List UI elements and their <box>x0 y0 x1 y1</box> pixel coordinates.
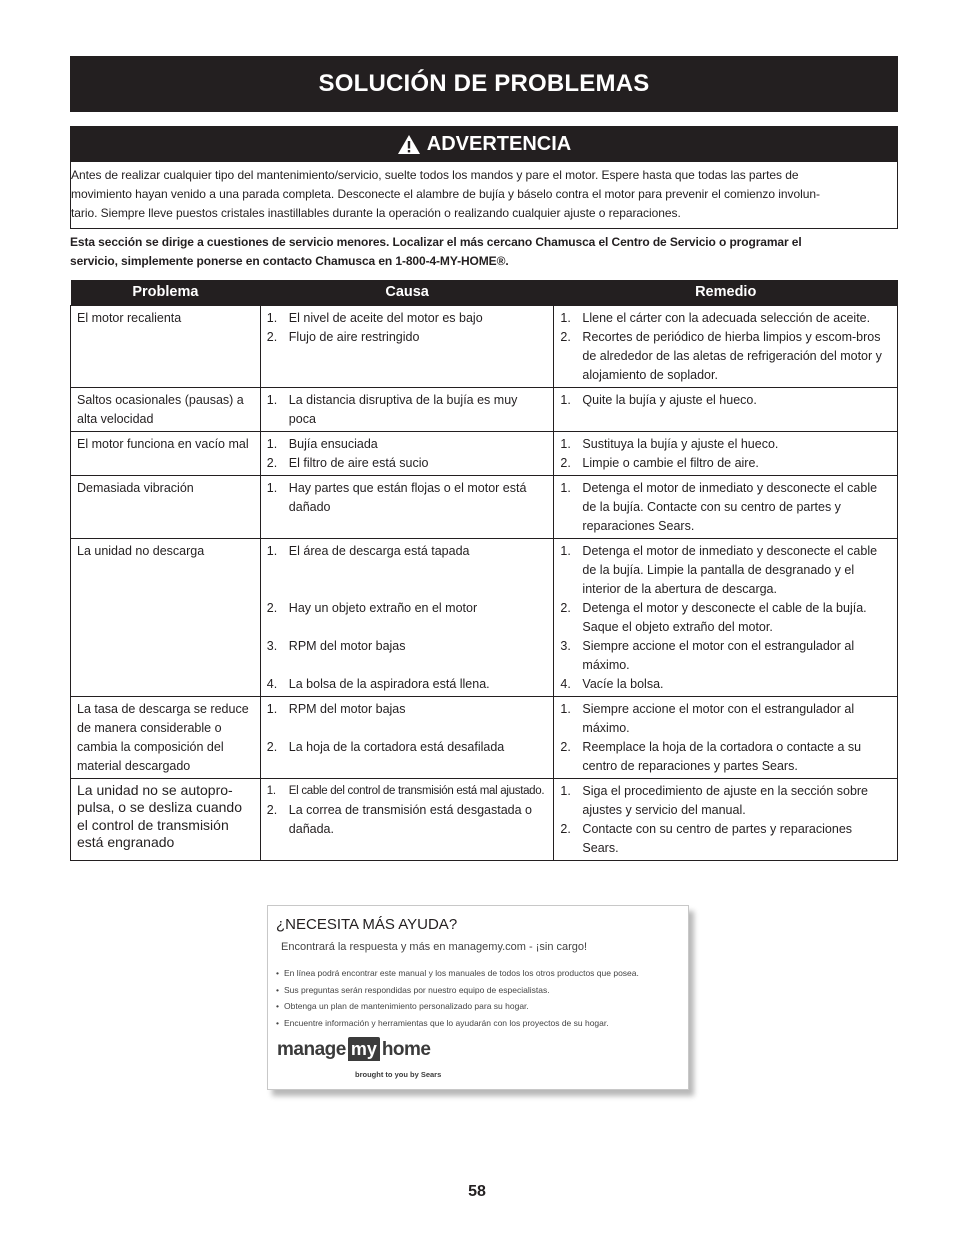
warning-box <box>70 126 898 229</box>
item-text: Limpie o cambie el filtro de aire. <box>582 455 759 470</box>
item-number: 2. <box>560 329 571 344</box>
remedy-item <box>560 700 891 738</box>
remedy-item <box>560 637 891 675</box>
item-number: 1. <box>560 436 571 451</box>
list-item <box>276 965 639 982</box>
item-number: 1. <box>266 392 278 407</box>
remedy-item <box>560 542 891 599</box>
problem-cell: La unidad no descarga <box>71 538 261 696</box>
problem-cell: La tasa de descarga se reduce de manera considerable o cambia la composición del material descargado <box>71 696 261 778</box>
item-text: La distancia disruptiva de la bujía es muy poca <box>288 392 518 426</box>
bullet-icon: • <box>276 968 279 978</box>
cause-item <box>267 675 548 694</box>
logo-tagline: brought to you by Sears <box>355 1070 442 1079</box>
item-number: 3. <box>560 638 571 653</box>
remedy-item <box>560 820 891 858</box>
table-header-row <box>71 280 898 305</box>
item-text: El nivel de aceite del motor es bajo <box>288 310 483 325</box>
item-text: RPM del motor bajas <box>288 638 406 653</box>
remedy-cell <box>554 475 898 538</box>
logo-word-manage: manage <box>277 1039 346 1060</box>
item-text: Hay un objeto extraño en el motor <box>288 600 478 615</box>
item-number: 1. <box>266 701 278 716</box>
cause-item <box>267 454 548 473</box>
item-number: 1. <box>560 310 571 325</box>
bullet-icon: • <box>276 1018 279 1029</box>
remedy-item <box>560 435 891 454</box>
remedy-item <box>560 599 891 637</box>
remedy-item <box>560 675 891 694</box>
cause-item <box>267 391 548 429</box>
cause-cell <box>260 696 554 778</box>
item-text: Flujo de aire restringido <box>288 329 420 344</box>
item-number: 2. <box>266 455 278 470</box>
warning-line: movimiento hayan venido a una parada completa. Desconecte el alambre de bujía y báselo contra el motor para prevenir el comienzo involun- <box>71 187 820 201</box>
item-number: 1. <box>560 392 571 407</box>
table-row <box>71 305 898 387</box>
warning-text <box>71 162 897 223</box>
warning-line: tario. Siempre lleve puestos cristales inastillables durante la operación o realizando cualquier ajuste o reparaciones. <box>71 206 681 220</box>
header-remedio: Remedio <box>554 280 898 305</box>
cause-item <box>267 599 548 618</box>
item-number: 1. <box>266 310 278 325</box>
cause-item <box>267 801 548 839</box>
item-number: 1. <box>266 436 278 451</box>
table-row <box>71 538 898 696</box>
remedy-cell <box>554 431 898 475</box>
item-number: 1. <box>266 784 276 797</box>
remedy-cell <box>554 778 898 860</box>
cause-cell <box>260 387 554 431</box>
cause-item <box>267 328 548 347</box>
remedy-cell <box>554 387 898 431</box>
cause-item <box>267 738 548 757</box>
item-number: 2. <box>266 739 278 754</box>
list-item-text: Obtenga un plan de mantenimiento personalizado para su hogar. <box>284 1001 529 1012</box>
troubleshooting-table <box>70 280 898 861</box>
item-number: 2. <box>560 821 571 836</box>
table-row <box>71 778 898 860</box>
item-text: Recortes de periódico de hierba limpios y escom-bros de alrededor de las aletas de refrigeración del motor y alojamiento de soplador. <box>582 329 882 382</box>
item-text: Vacíe la bolsa. <box>582 676 664 691</box>
page-title <box>70 56 898 112</box>
item-text: Reemplace la hoja de la cortadora o contacte a su centro de reparaciones y partes Sears. <box>582 739 862 773</box>
item-number: 2. <box>266 600 278 615</box>
item-text: El área de descarga está tapada <box>288 543 470 558</box>
item-text: Detenga el motor de inmediato y desconecte el cable de la bujía. Contacte con su centro de partes y reparaciones Sears. <box>582 480 878 533</box>
cause-item <box>267 637 548 656</box>
cause-cell <box>260 475 554 538</box>
problem-cell: Demasiada vibración <box>71 475 261 538</box>
help-card <box>267 905 689 1090</box>
item-number: 1. <box>266 480 278 495</box>
table-row <box>71 431 898 475</box>
item-number: 4. <box>266 676 278 691</box>
item-text: La correa de transmisión está desgastada o dañada. <box>288 802 532 836</box>
logo-word-home: home <box>381 1039 431 1060</box>
item-number: 2. <box>560 739 571 754</box>
item-text: Contacte con su centro de partes y reparaciones Sears. <box>582 821 853 855</box>
bullet-icon: • <box>276 1001 279 1012</box>
item-text: Quite la bujía y ajuste el hueco. <box>582 392 757 407</box>
list-item-text: Encuentre información y herramientas que lo ayudarán con los proyectos de su hogar. <box>284 1018 609 1029</box>
cause-cell <box>260 778 554 860</box>
list-item <box>276 1015 639 1032</box>
problem-cell: La unidad no se autopro-pulsa, o se desliza cuando el control de transmisión está engranado <box>71 778 261 860</box>
warning-heading-text: ADVERTENCIA <box>426 133 572 155</box>
list-item <box>276 982 639 999</box>
bullet-icon: • <box>276 984 279 995</box>
item-number: 2. <box>560 600 571 615</box>
item-number: 4. <box>560 676 571 691</box>
item-text: Siempre accione el motor con el estrangulador al máximo. <box>582 638 855 672</box>
item-text: Hay partes que están flojas o el motor está dañado <box>288 480 527 514</box>
warning-line: Antes de realizar cualquier tipo del mantenimiento/servicio, suelte todos los mandos y pare el motor. Espere hasta que todas las partes de <box>71 168 799 182</box>
list-item-text: En línea podrá encontrar este manual y los manuales de todos los otros productos que posea. <box>284 968 639 978</box>
list-item-text: Sus preguntas serán respondidas por nuestro equipo de especialistas. <box>284 984 550 995</box>
remedy-cell <box>554 305 898 387</box>
item-number: 3. <box>266 638 278 653</box>
help-title: ¿NECESITA MÁS AYUDA? <box>276 916 458 933</box>
warning-triangle-icon <box>397 134 421 155</box>
item-number: 1. <box>560 480 571 495</box>
item-number: 1. <box>560 701 571 716</box>
remedy-item <box>560 479 891 536</box>
help-subtitle: Encontrará la respuesta y más en managemy.com - ¡sin cargo! <box>281 941 588 953</box>
item-number: 2. <box>266 329 278 344</box>
item-number: 2. <box>560 455 571 470</box>
page-number: 58 <box>468 1183 486 1200</box>
item-text: La bolsa de la aspiradora está llena. <box>288 676 490 691</box>
item-number: 1. <box>560 543 571 558</box>
item-text: Bujía ensuciada <box>288 436 378 451</box>
remedy-item <box>560 738 891 776</box>
notice-line: Esta sección se dirige a cuestiones de servicio menores. Localizar el más cercano Chamusca el Centro de Servicio o programar el <box>70 235 802 249</box>
remedy-item <box>560 309 891 328</box>
remedy-item <box>560 454 891 473</box>
cause-item <box>267 479 548 517</box>
logo-word-my: my <box>348 1037 380 1061</box>
cause-item <box>267 435 548 454</box>
remedy-cell <box>554 696 898 778</box>
item-text: Llene el cárter con la adecuada selección de aceite. <box>582 310 871 325</box>
cause-cell <box>260 305 554 387</box>
item-text: Detenga el motor y desconecte el cable de la bujía. Saque el objeto extraño del motor. <box>582 600 867 634</box>
table-row <box>71 696 898 778</box>
item-number: 1. <box>266 543 278 558</box>
header-causa: Causa <box>260 280 554 305</box>
header-problema: Problema <box>71 280 261 305</box>
cause-item <box>267 542 548 561</box>
item-text: Detenga el motor de inmediato y desconecte el cable de la bujía. Limpie la pantalla de desgranado y el interior de la abertura de descarga. <box>582 543 878 596</box>
remedy-cell <box>554 538 898 696</box>
item-text: Siempre accione el motor con el estrangulador al máximo. <box>582 701 855 735</box>
problem-cell: Saltos ocasionales (pausas) a alta velocidad <box>71 387 261 431</box>
list-item <box>276 998 639 1015</box>
cause-item <box>267 782 548 801</box>
help-list <box>276 965 639 1032</box>
item-number: 1. <box>560 783 571 798</box>
item-text: RPM del motor bajas <box>288 701 406 716</box>
page-title-text: SOLUCIÓN DE PROBLEMAS <box>318 70 650 97</box>
item-text: Siga el procedimiento de ajuste en la sección sobre ajustes y servicio del manual. <box>582 783 869 817</box>
remedy-item <box>560 391 891 410</box>
remedy-item <box>560 328 891 385</box>
item-number: 2. <box>266 802 278 817</box>
remedy-item <box>560 782 891 820</box>
notice-line: servicio, simplemente ponerse en contacto Chamusca en 1-800-4-MY-HOME®. <box>70 254 509 268</box>
item-text: El cable del control de transmisión está mal ajustado. <box>288 784 545 797</box>
managemyhome-logo <box>277 1037 431 1061</box>
problem-cell: El motor funciona en vacío mal <box>71 431 261 475</box>
table-row <box>71 387 898 431</box>
warning-heading <box>71 127 897 162</box>
problem-cell: El motor recalienta <box>71 305 261 387</box>
cause-cell <box>260 431 554 475</box>
item-text: La hoja de la cortadora está desafilada <box>288 739 505 754</box>
cause-item <box>267 309 548 328</box>
cause-cell <box>260 538 554 696</box>
item-text: El filtro de aire está sucio <box>288 455 429 470</box>
cause-item <box>267 700 548 719</box>
item-text: Sustituya la bujía y ajuste el hueco. <box>582 436 779 451</box>
service-notice <box>70 233 898 271</box>
table-row <box>71 475 898 538</box>
